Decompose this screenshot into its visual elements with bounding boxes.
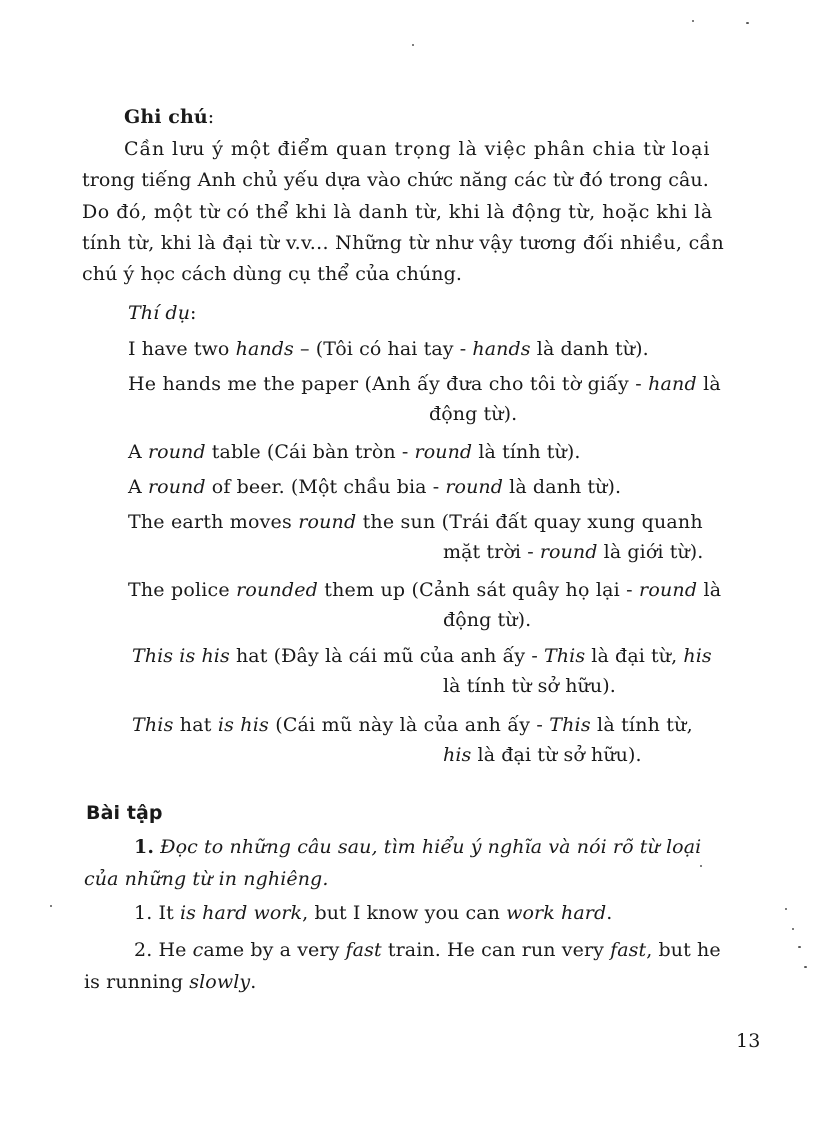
page-number: 13 [736,1030,761,1052]
exercise-task-line-1: 1. Đọc to những câu sau, tìm hiểu ý nghĩa và nói rõ từ loại [134,836,702,858]
exercise-item-2: 2. He came by a very fast train. He can run very fast, but he [134,939,721,961]
note-line-2: trong tiếng Anh chủ yếu dựa vào chức năng các từ đó trong câu. [82,169,709,191]
example-1: I have two hands – (Tôi có hai tay - hands là danh từ). [128,338,649,360]
exercise-item-2-continuation: is running slowly. [84,971,257,993]
scan-speck [746,22,749,24]
scan-speck [700,865,702,867]
exercise-item-1: 1. It is hard work, but I know you can work hard. [134,902,613,924]
note-line-3: Do đó, một từ có thể khi là danh từ, khi là động từ, hoặc khi là [82,201,713,223]
example-5-continuation: mặt trời - round là giới từ). [443,541,704,563]
example-2-continuation: động từ). [429,403,518,425]
example-4: A round of beer. (Một chầu bia - round là danh từ). [128,476,622,498]
exercise-heading: Bài tập [86,802,163,824]
scan-speck [692,20,694,22]
scan-speck [798,946,801,948]
example-3: A round table (Cái bàn tròn - round là tính từ). [128,441,581,463]
example-6: The police rounded them up (Cảnh sát quây họ lại - round là [128,579,722,601]
example-7-continuation: là tính từ sở hữu). [443,675,616,697]
note-title: Ghi chú: [124,106,215,128]
example-5: The earth moves round the sun (Trái đất quay xung quanh [128,511,703,533]
example-6-continuation: động từ). [443,609,532,631]
example-2: He hands me the paper (Anh ấy đưa cho tôi tờ giấy - hand là [128,373,721,395]
scan-speck [792,928,794,930]
note-line-5: chú ý học cách dùng cụ thể của chúng. [82,263,463,285]
exercise-task-line-2: của những từ in nghiêng. [84,868,329,890]
examples-label: Thí dụ: [128,302,197,324]
scan-speck [785,908,787,910]
note-line-4: tính từ, khi là đại từ v.v... Những từ như vậy tương đối nhiều, cần [82,232,725,254]
example-7: This is his hat (Đây là cái mũ của anh ấy - This là đại từ, his [132,645,712,667]
note-line-1: Cần lưu ý một điểm quan trọng là việc phân chia từ loại [124,138,711,160]
example-8-continuation: his là đại từ sở hữu). [443,744,642,766]
scan-speck [50,905,52,907]
example-8: This hat is his (Cái mũ này là của anh ấy - This là tính từ, [132,714,693,736]
scan-speck [412,44,414,46]
scan-speck [804,966,807,968]
